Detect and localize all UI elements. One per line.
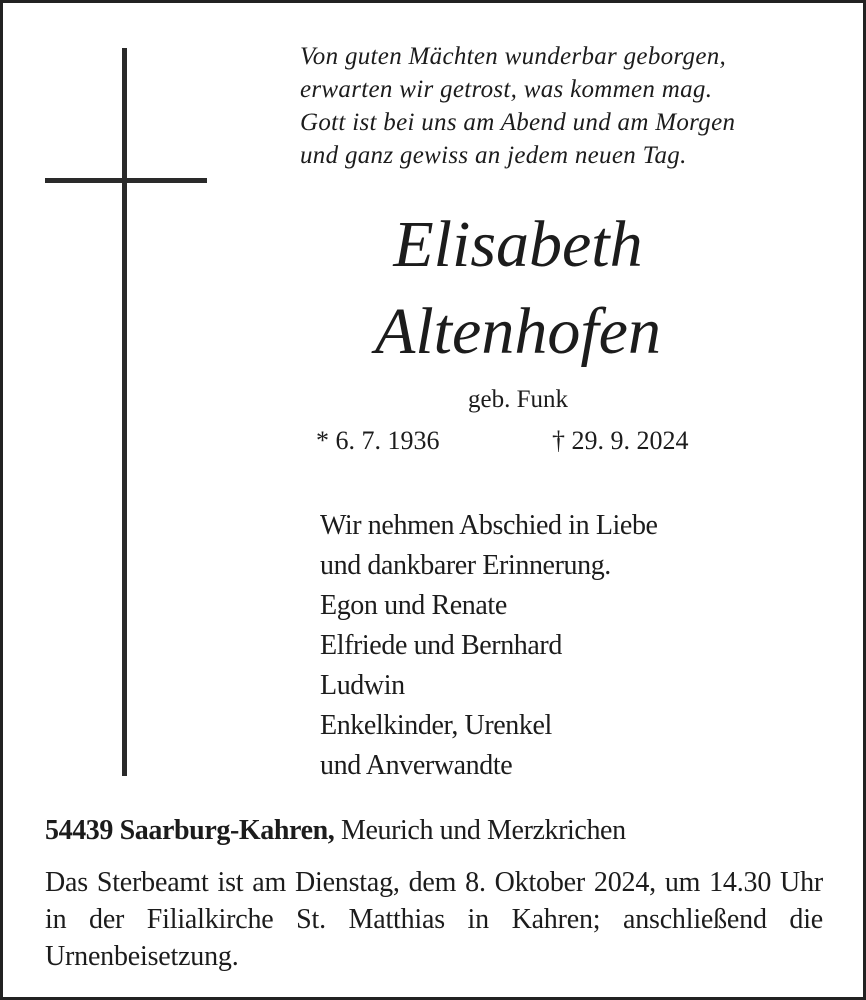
farewell-line: und dankbarer Erinnerung. [320,550,611,581]
birth-date: * 6. 7. 1936 [316,426,440,455]
cross-icon-bar [45,178,207,183]
poem-line: Gott ist bei uns am Abend und am Morgen [300,109,736,136]
mourner-name: und Anverwandte [320,750,513,781]
mourner-name: Enkelkinder, Urenkel [320,710,552,741]
death-date: † 29. 9. 2024 [552,426,689,455]
location-other: Meurich und Merzkrichen [340,815,626,846]
first-name: Elisabeth [393,208,643,281]
mourner-name: Egon und Renate [320,590,507,621]
farewell-line: Wir nehmen Abschied in Liebe [320,510,658,541]
location [45,815,626,847]
location-city: 54439 Saarburg-Kahren, [45,815,335,846]
poem-line: Von guten Mächten wunderbar geborgen, [300,43,727,70]
last-name: Altenhofen [375,295,661,368]
service-info: Das Sterbeamt ist am Dienstag, dem 8. Oktober 2024, um 14.30 Uhr in der Filialkirche St. Matthias in Kahren; anschließend die Urnenbeisetzung. [45,867,823,972]
poem-line: und ganz gewiss an jedem neuen Tag. [300,142,687,169]
cross-icon [122,48,127,776]
mourners [320,506,658,786]
birth-name: geb. Funk [468,386,568,413]
mourner-name: Elfriede und Bernhard [320,630,562,661]
mourner-name: Ludwin [320,670,405,701]
poem [300,40,735,172]
poem-line: erwarten wir getrost, was kommen mag. [300,76,713,103]
